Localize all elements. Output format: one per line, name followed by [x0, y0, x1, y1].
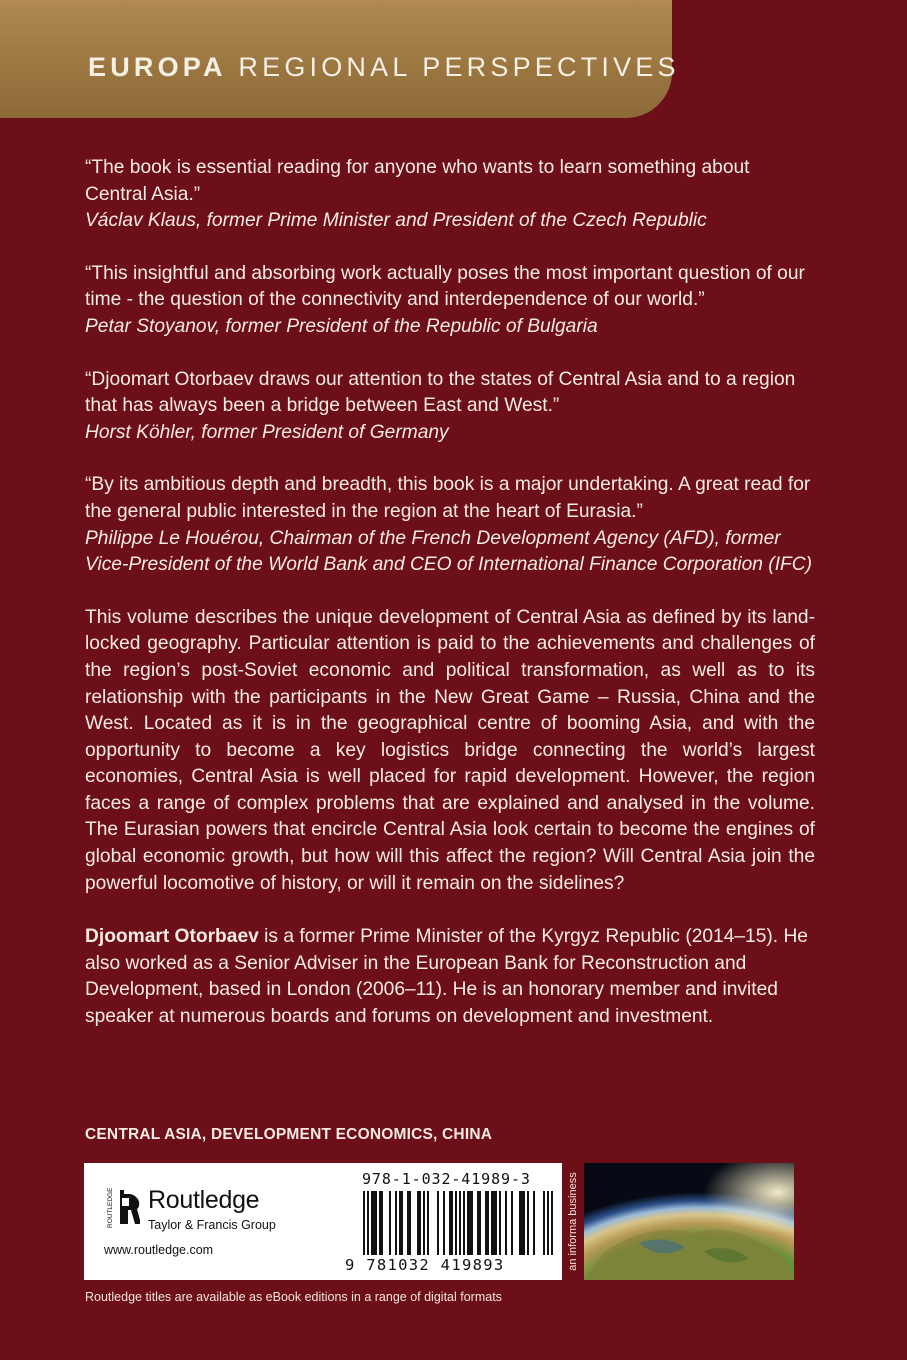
quote-text: “This insightful and absorbing work actually poses the most important question of our time - the question of the connectivity and interdependence of our world.” — [85, 262, 805, 311]
barcode-bar — [527, 1191, 529, 1255]
barcode-bar — [409, 1191, 411, 1255]
back-cover-text — [85, 155, 815, 1031]
ebook-availability-note: Routledge titles are available as eBook editions in a range of digital formats — [85, 1290, 502, 1304]
barcode-bar — [451, 1191, 453, 1255]
barcode-bar — [437, 1191, 439, 1255]
barcode-bar — [455, 1191, 457, 1255]
barcode-bar — [491, 1191, 493, 1255]
quote-attribution: Václav Klaus, former Prime Minister and President of the Czech Republic — [85, 210, 707, 232]
barcode-bar — [523, 1191, 525, 1255]
barcode-bar — [419, 1191, 421, 1255]
barcode-bar — [423, 1191, 425, 1255]
author-name: Djoomart Otorbaev — [85, 926, 259, 948]
barcode-bar — [533, 1191, 535, 1255]
barcode-bar — [363, 1191, 365, 1255]
subject-categories: CENTRAL ASIA, DEVELOPMENT ECONOMICS, CHINA — [85, 1126, 493, 1143]
author-bio — [85, 924, 815, 1030]
earth-from-space-image — [584, 1163, 794, 1280]
series-name: REGIONAL PERSPECTIVES — [238, 52, 680, 82]
barcode-bar — [389, 1191, 391, 1255]
barcode-bar — [463, 1191, 465, 1255]
barcode-bar — [493, 1191, 495, 1255]
barcode-bar — [399, 1191, 401, 1255]
barcode-bar — [547, 1191, 549, 1255]
quote — [85, 367, 815, 447]
logo-wordmark: ROUTLEDGE — [107, 1187, 114, 1228]
barcode-bar — [373, 1191, 375, 1255]
barcode-bar — [469, 1191, 471, 1255]
barcode-bar — [477, 1191, 479, 1255]
quote — [85, 472, 815, 578]
barcode-bar — [443, 1191, 445, 1255]
quote — [85, 261, 815, 341]
barcode-bar — [379, 1191, 381, 1255]
author-bio-text: is a former Prime Minister of the Kyrgyz Republic (2014–15). He also worked as a Senior Adviser in the European Bank for Reconstruction and Development, based in London (2006–11). He is an honorary member and invited speaker at numerous boards and forums on development and investment. — [85, 926, 808, 1028]
barcode-bar — [467, 1191, 469, 1255]
quote-text: “The book is essential reading for anyone who wants to learn something about Central Asia.” — [85, 157, 750, 205]
barcode-bar — [459, 1191, 461, 1255]
barcode-bar — [401, 1191, 403, 1255]
barcode-bar — [511, 1191, 513, 1255]
publisher-group: Taylor & Francis Group — [148, 1218, 276, 1232]
barcode-bar — [371, 1191, 373, 1255]
barcode-bar — [543, 1191, 545, 1255]
barcode-bar — [417, 1191, 419, 1255]
quote-text: “By its ambitious depth and breadth, this book is a major undertaking. A great read for the general public interested in the region at the heart of Eurasia.” — [85, 474, 811, 522]
barcode-bar — [381, 1191, 383, 1255]
publisher-url[interactable]: www.routledge.com — [104, 1243, 214, 1257]
isbn-digits: 9 781032 419893 — [345, 1256, 505, 1274]
barcode-bar — [485, 1191, 487, 1255]
publisher-name: Routledge — [148, 1186, 260, 1214]
barcode-bar — [505, 1191, 507, 1255]
barcode-bar — [471, 1191, 473, 1255]
barcode-bar — [521, 1191, 523, 1255]
barcode-bar — [395, 1191, 397, 1255]
barcode-bar — [551, 1191, 553, 1255]
barcode-bar — [495, 1191, 497, 1255]
barcode-bar — [487, 1191, 489, 1255]
quote-attribution: Petar Stoyanov, former President of the Republic of Bulgaria — [85, 315, 598, 337]
series-brand: EUROPA — [88, 52, 227, 82]
barcode-bar — [407, 1191, 409, 1255]
barcode-bar — [519, 1191, 521, 1255]
quote — [85, 155, 815, 235]
quote-attribution: Horst Köhler, former President of Germany — [85, 421, 449, 443]
book-description: This volume describes the unique development of Central Asia as defined by its land-locked geography. Particular attention is paid to the achievements and challenges of the region’s post-Soviet economic and political transformation, as well as to its relationship with the participants in the New Great Game – Russia, China and the West. Located as it is in the geographical centre of booming Asia, and with the opportunity to become a key logistics bridge connecting the world’s largest economies, Central Asia is well placed for rapid development. However, the region faces a range of complex problems that are explained and analysed in the volume. The Eurasian powers that encircle Central Asia look certain to become the engines of global economic growth, but how will this affect the region? Will Central Asia join the powerful locomotive of history, or will it remain on the sidelines? — [85, 606, 815, 894]
quote-attribution: Philippe Le Houérou, Chairman of the French Development Agency (AFD), former Vice-President of the World Bank and CEO of International Finance Corporation (IFC) — [85, 527, 812, 576]
series-title — [88, 52, 680, 83]
isbn-barcode — [363, 1191, 553, 1255]
barcode-bar — [367, 1191, 369, 1255]
quote-text: “Djoomart Otorbaev draws our attention to the states of Central Asia and to a region that has always been a bridge between East and West.” — [85, 368, 796, 417]
barcode-bar — [427, 1191, 429, 1255]
barcode-bar — [375, 1191, 377, 1255]
informa-tagline: an informa business — [567, 1172, 579, 1271]
barcode-bar — [479, 1191, 481, 1255]
barcode-bar — [499, 1191, 501, 1255]
isbn-label: 978-1-032-41989-3 — [362, 1170, 531, 1188]
barcode-bar — [449, 1191, 451, 1255]
routledge-logo-icon — [104, 1180, 140, 1236]
